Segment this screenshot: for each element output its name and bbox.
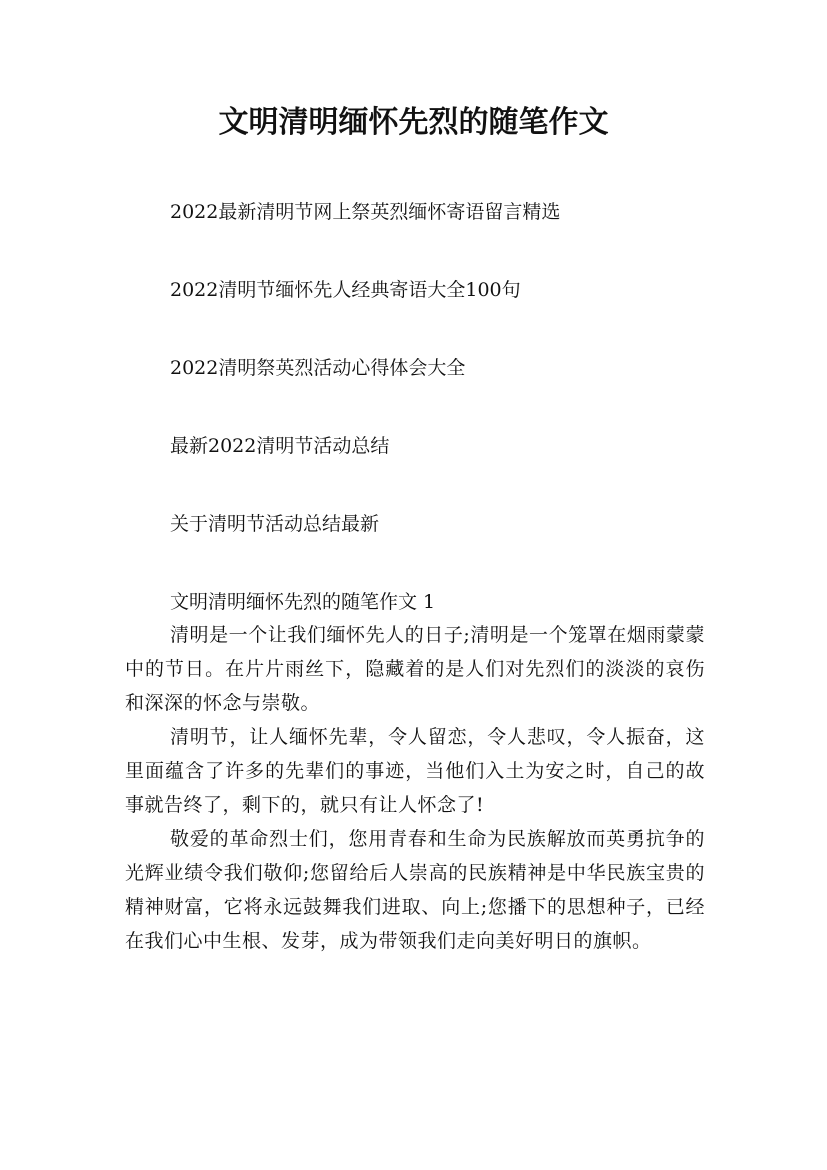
related-link-2[interactable]: 2022清明节缅怀先人经典寄语大全100句 [170, 279, 521, 301]
section-heading: 文明清明缅怀先烈的随笔作文 1 [170, 591, 436, 613]
paragraph-1: 清明是一个让我们缅怀先人的日子;清明是一个笼罩在烟雨蒙蒙中的节日。在片片雨丝下，隐藏着的是人们对先烈们的淡淡的哀伤和深深的怀念与崇敬。 [125, 624, 705, 714]
paragraph-2: 清明节，让人缅怀先辈，令人留恋，令人悲叹，令人振奋，这里面蕴含了许多的先辈们的事迹，当他们入土为安之时，自己的故事就告终了，剩下的，就只有让人怀念了! [125, 726, 705, 816]
paragraph-3: 敬爱的革命烈士们，您用青春和生命为民族解放而英勇抗争的光辉业绩令我们敬仰;您留给后人崇高的民族精神是中华民族宝贵的精神财富，它将永远鼓舞我们进取、向上;您播下的思想种子，已经在我们心中生根、发芽，成为带领我们走向美好明日的旗帜。 [125, 828, 705, 952]
related-link-3[interactable]: 2022清明祭英烈活动心得体会大全 [170, 357, 466, 379]
related-link-4[interactable]: 最新2022清明节活动总结 [170, 435, 390, 457]
related-link-5[interactable]: 关于清明节活动总结最新 [170, 513, 380, 535]
essay-body [125, 618, 705, 958]
related-link-1[interactable]: 2022最新清明节网上祭英烈缅怀寄语留言精选 [170, 201, 561, 223]
document-title: 文明清明缅怀先烈的随笔作文 [218, 105, 609, 140]
